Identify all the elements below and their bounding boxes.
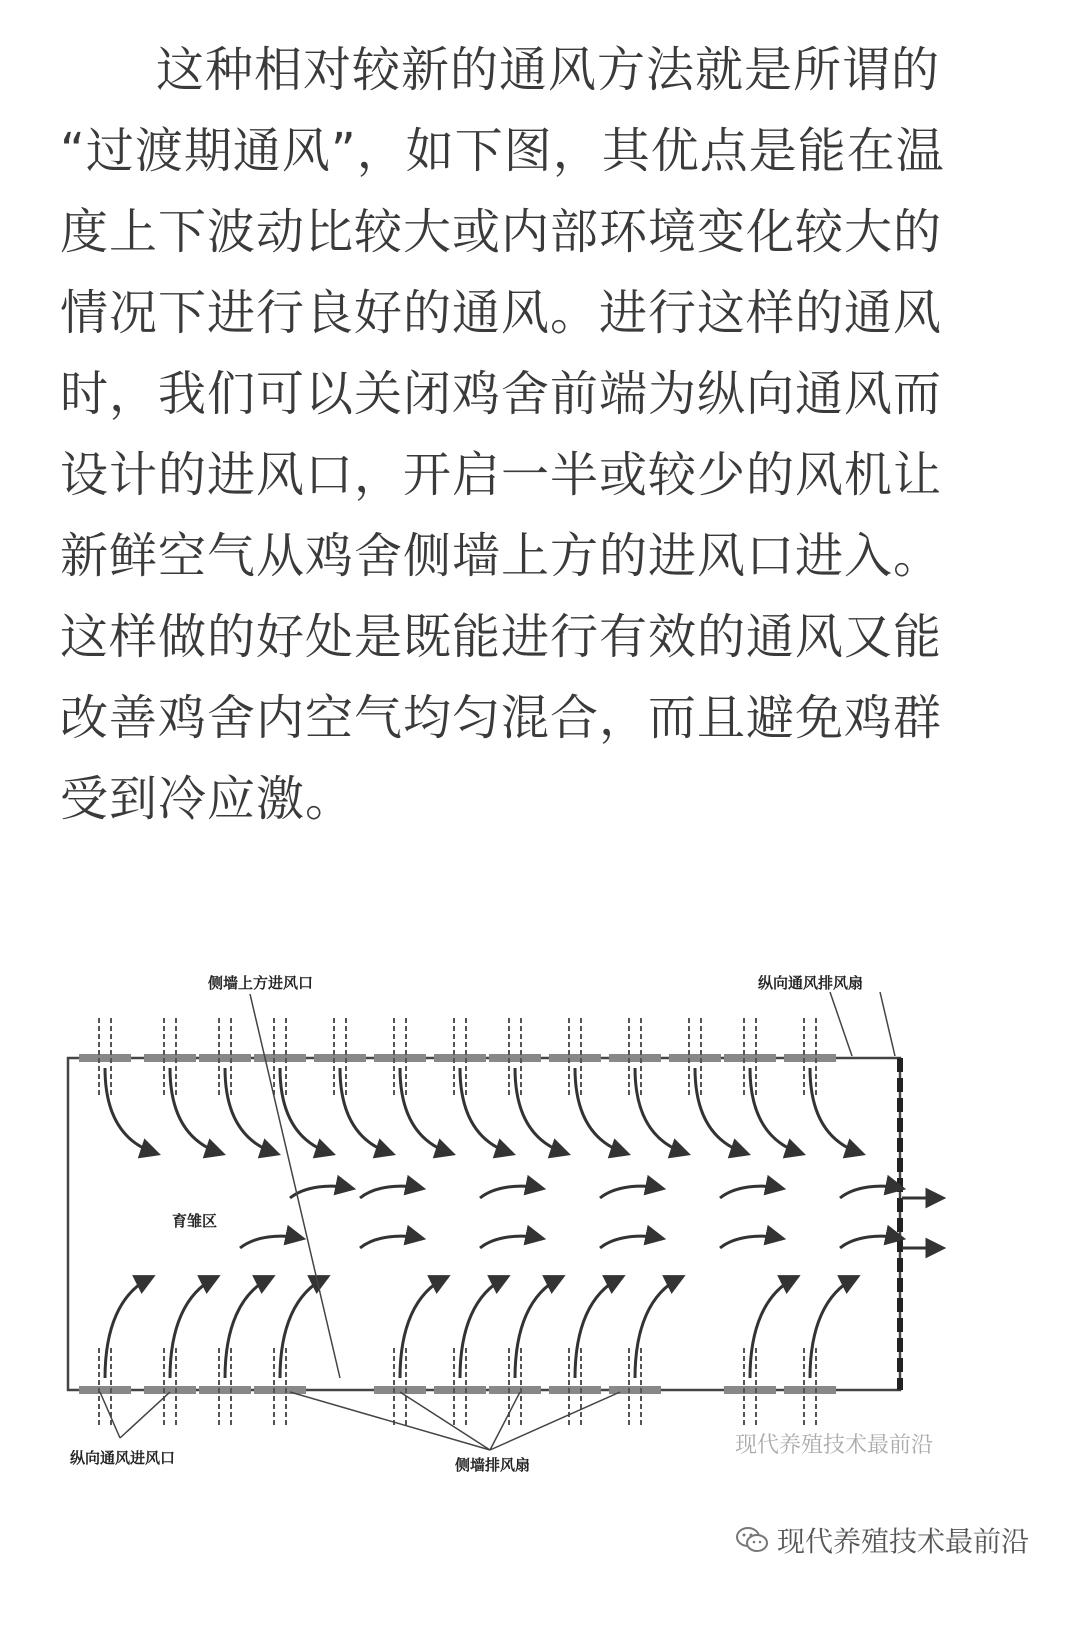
airflow-arrow [575,1278,620,1378]
airflow-arrow [360,1236,420,1248]
label-top-inlet: 侧墙上方进风口 [208,974,314,992]
airflow-arrow [400,1068,450,1153]
airflow-arrow [170,1068,220,1153]
leader-line [400,1392,490,1450]
side-inlet [434,1054,486,1062]
label-tunnel-inlet: 纵向通风进风口 [70,1449,176,1467]
airflow-arrows [105,1068,940,1378]
airflow-arrow [515,1278,560,1378]
airflow-arrow [575,1068,625,1153]
airflow-arrow [840,1186,900,1198]
side-inlet [549,1054,601,1062]
text-line: 受到冷应激。 [60,771,355,827]
airflow-arrow [460,1068,510,1153]
leader-line [290,1392,490,1450]
diagram-svg [60,958,960,1498]
airflow-arrow [750,1068,800,1153]
airflow-arrow [840,1236,900,1248]
airflow-arrow [810,1068,860,1153]
side-inlet [254,1054,306,1062]
text-line: 度上下波动比较大或内部环境变化较大的 [60,204,943,260]
side-inlet [374,1054,426,1062]
airflow-arrow [105,1278,150,1378]
side-inlet [254,1386,306,1394]
text-line: “过渡期通风”，如下图，其优点是能在温 [60,123,945,179]
side-inlet [144,1054,196,1062]
text-line: 改善鸡舍内空气均匀混合，而且避免鸡群 [60,690,943,746]
airflow-arrow [400,1278,445,1378]
airflow-arrow [225,1068,275,1153]
airflow-arrow [340,1068,390,1153]
airflow-arrow [225,1278,270,1378]
label-tunnel-fan: 纵向通风排风扇 [758,974,864,992]
airflow-arrow [480,1186,540,1198]
leader-line [120,1392,170,1438]
airflow-arrow [480,1236,540,1248]
text-line: 这样做的好处是既能进行有效的通风又能 [60,609,943,665]
wechat-icon [735,1525,769,1555]
side-inlet [609,1054,661,1062]
airflow-arrow [600,1236,660,1248]
airflow-arrow [695,1068,745,1153]
label-side-fan: 侧墙排风扇 [455,1456,531,1474]
side-inlet [489,1054,541,1062]
side-inlet [489,1386,541,1394]
airflow-arrow [280,1068,330,1153]
text-line: 情况下进行良好的通风。进行这样的通风 [60,285,943,341]
airflow-arrow [720,1186,780,1198]
side-inlet [434,1386,486,1394]
ventilation-diagram [60,958,960,1498]
airflow-arrow [105,1068,155,1153]
text-line: 设计的进风口，开启一半或较少的风机让 [60,447,943,503]
side-inlet [79,1386,131,1394]
footer-watermark [735,1520,1029,1560]
side-inlet [199,1054,251,1062]
label-brooding-zone: 育雏区 [172,1212,218,1230]
side-inlet [669,1054,721,1062]
airflow-arrow [635,1068,685,1153]
airflow-arrow [720,1236,780,1248]
text-line: 新鲜空气从鸡舍侧墙上方的进风口进入。 [60,528,943,584]
airflow-arrow [280,1278,325,1378]
airflow-arrow [600,1186,660,1198]
side-inlet [724,1054,776,1062]
side-inlet [549,1386,601,1394]
leader-line [490,1392,520,1450]
side-inlet [784,1386,836,1394]
airflow-arrow [750,1278,795,1378]
leader-line [880,992,895,1056]
bottom-side-inlets [79,1348,836,1428]
airflow-arrow [240,1236,300,1248]
airflow-arrow [810,1278,855,1378]
airflow-arrow [290,1186,350,1198]
leader-line [830,992,852,1056]
airflow-arrow [515,1068,565,1153]
diagram-watermark: 现代养殖技术最前沿 [735,1433,934,1458]
side-inlet [199,1386,251,1394]
side-inlet [79,1054,131,1062]
side-inlet [784,1054,836,1062]
airflow-arrow [460,1278,505,1378]
airflow-arrow [170,1278,215,1378]
airflow-arrow [635,1278,680,1378]
airflow-arrow [360,1186,420,1198]
side-inlet [314,1054,366,1062]
text-line: 这种相对较新的通风方法就是所谓的 [156,42,941,98]
text-line: 时，我们可以关闭鸡舍前端为纵向通风而 [60,366,943,422]
footer-account-name: 现代养殖技术最前沿 [777,1525,1030,1558]
side-inlet [724,1386,776,1394]
